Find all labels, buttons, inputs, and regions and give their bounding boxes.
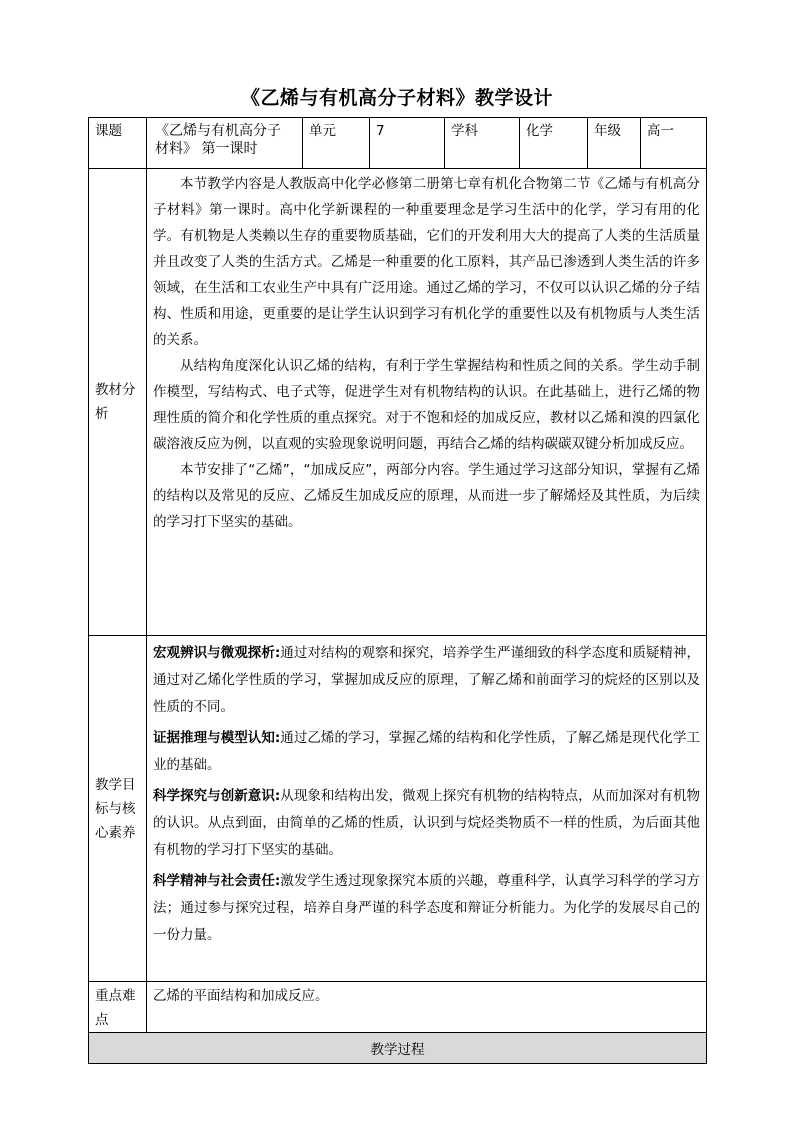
process-row (89, 1033, 707, 1064)
objective-text: 从现象和结构出发，微观上探究有机物的结构特点，从而加深对有机物的认识。从点到面，由简单的乙烯的性质，认识到与烷烃类物质不一样的性质，为后面其他有机物的学习打下坚实的基础。 (153, 788, 700, 858)
process-header: 教学过程 (89, 1033, 707, 1064)
analysis-paragraph: 从结构角度深化认识乙烯的结构，有利于学生掌握结构和性质之间的关系。学生动手制作模型，写结构式、电子式等，促进学生对有机物结构的认识。在此基础上，进行乙烯的物理性质的简介和化学性质的重点探究。对于不饱和烃的加成反应，教材以乙烯和溴的四氯化碳溶液反应为例，以直观的实验现象说明问题，再结合乙烯的结构碳碳双键分析加成反应。 (153, 358, 700, 452)
objective-item (153, 725, 700, 779)
objectives-body-cell (147, 636, 707, 982)
subject-label: 学科 (451, 123, 478, 139)
analysis-paragraph: 本节教学内容是人教版高中化学必修第二册第七章有机化合物第二节《乙烯与有机高分子材料》第一课时。高中化学新课程的一种重要理念是学习生活中的化学，学习有用的化学。有机物是人类赖以生存的重要物质基础，它们的开发利用大大的提高了人类的生活质量并且改变了人类的生活方式。乙烯是一种重要的化工原料，其产品已渗透到人类生活的许多领域，在生活和工农业生产中具有广泛用途。通过乙烯的学习，不仅可以认识乙烯的分子结构、性质和用途，更重要的是让学生认识到学习有机化学的重要性以及有机物质与人类生活的关系。 (153, 176, 700, 348)
analysis-label: 教材分析 (95, 382, 136, 422)
objective-text: 通过乙烯的学习，掌握乙烯的结构和化学性质，了解乙烯是现代化学工业的基础。 (153, 730, 700, 773)
objective-heading: 证据推理与模型认知: (153, 730, 281, 746)
analysis-label-cell (89, 169, 147, 636)
key-points-text: 乙烯的平面结构和加成反应。 (153, 988, 329, 1004)
objective-text: 通过对结构的观察和探究，培养学生严谨细致的科学态度和质疑精神，通过对乙烯化学性质的学习，掌握加成反应的原理，了解乙烯和前面学习的烷烃的区别以及性质的不同。 (153, 645, 700, 715)
objective-item (153, 868, 700, 949)
analysis-body-cell (147, 169, 707, 636)
key-points-body-cell (147, 982, 707, 1033)
objective-text: 激发学生透过现象探究本质的兴趣，尊重科学，认真学习科学的学习方法；通过参与探究过程，培养自身严谨的科学态度和辩证分析能力。为化学的发展尽自己的一份力量。 (153, 873, 700, 943)
objective-heading: 科学探究与创新意识: (153, 788, 281, 804)
course-label-cell (89, 118, 147, 169)
analysis-row (89, 169, 707, 636)
objectives-row (89, 636, 707, 982)
page-title: 《乙烯与有机高分子材料》教学设计 (240, 87, 553, 109)
header-row (89, 118, 707, 169)
analysis-body (147, 169, 706, 537)
objectives-label-cell (89, 636, 147, 982)
objective-heading: 科学精神与社会责任: (153, 873, 281, 889)
objective-item (153, 640, 700, 721)
grade-value: 高一 (647, 123, 674, 139)
subject-value: 化学 (526, 123, 553, 139)
grade-label: 年级 (594, 123, 621, 139)
unit-label-cell (303, 118, 370, 169)
unit-value: 7 (376, 123, 385, 139)
course-label: 课题 (95, 123, 122, 139)
unit-value-cell (370, 118, 445, 169)
objectives-label: 教学目标与核心素养 (95, 776, 136, 841)
key-points-label: 重点难点 (95, 988, 136, 1028)
objective-heading: 宏观辨识与微观探析: (153, 645, 281, 661)
unit-label: 单元 (309, 123, 336, 139)
objective-item (153, 783, 700, 864)
course-value: 《乙烯与有机高分子材料》 第一课时 (155, 123, 281, 157)
key-points-row (89, 982, 707, 1033)
subject-value-cell (520, 118, 588, 169)
objectives-body (147, 636, 706, 955)
grade-label-cell (588, 118, 641, 169)
lesson-plan-table (88, 117, 707, 1064)
course-value-cell (147, 118, 303, 169)
subject-label-cell (445, 118, 520, 169)
analysis-paragraph: 本节安排了“乙烯”，“加成反应”，两部分内容。学生通过学习这部分知识，掌握有乙烯的结构以及常见的反应、乙烯反生加成反应的原理，从而进一步了解烯烃及其性质，为后续的学习打下坚实的基础。 (153, 462, 700, 530)
key-points-label-cell (89, 982, 147, 1033)
grade-value-cell (641, 118, 707, 169)
